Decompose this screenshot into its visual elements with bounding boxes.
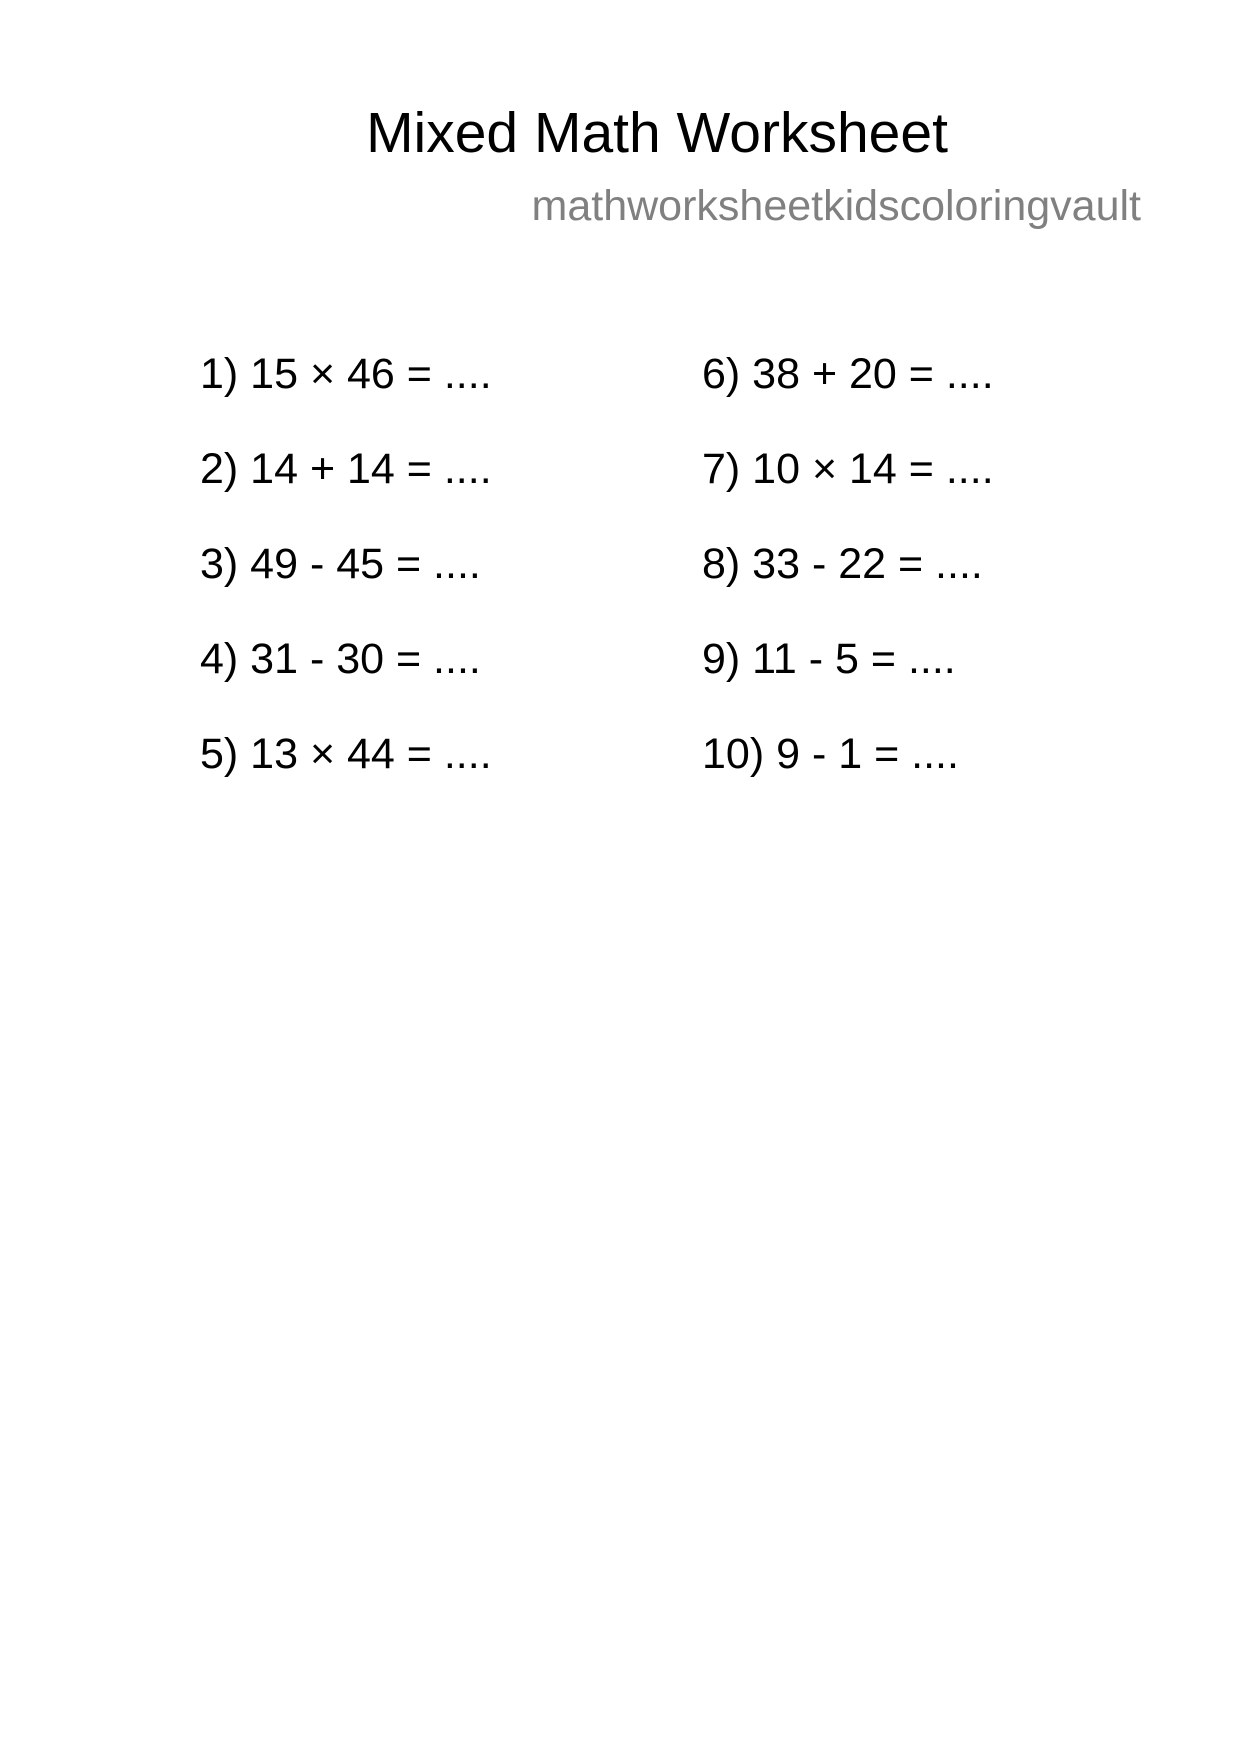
problem-column-left	[200, 348, 492, 823]
problem-4: 4) 31 - 30 = ....	[200, 635, 481, 683]
page-title: Mixed Math Worksheet	[366, 101, 948, 165]
problem-column-right	[702, 348, 994, 823]
problem-2: 2) 14 + 14 = ....	[200, 445, 492, 493]
problem-8: 8) 33 - 22 = ....	[702, 540, 983, 588]
problem-9: 9) 11 - 5 = ....	[702, 635, 956, 683]
problem-6: 6) 38 + 20 = ....	[702, 350, 994, 398]
page-subtitle: mathworksheetkidscoloringvault	[531, 182, 1141, 230]
problem-1: 1) 15 × 46 = ....	[200, 350, 492, 398]
problem-7: 7) 10 × 14 = ....	[702, 445, 994, 493]
problem-3: 3) 49 - 45 = ....	[200, 540, 481, 588]
problem-10: 10) 9 - 1 = ....	[702, 730, 959, 778]
problem-5: 5) 13 × 44 = ....	[200, 730, 492, 778]
